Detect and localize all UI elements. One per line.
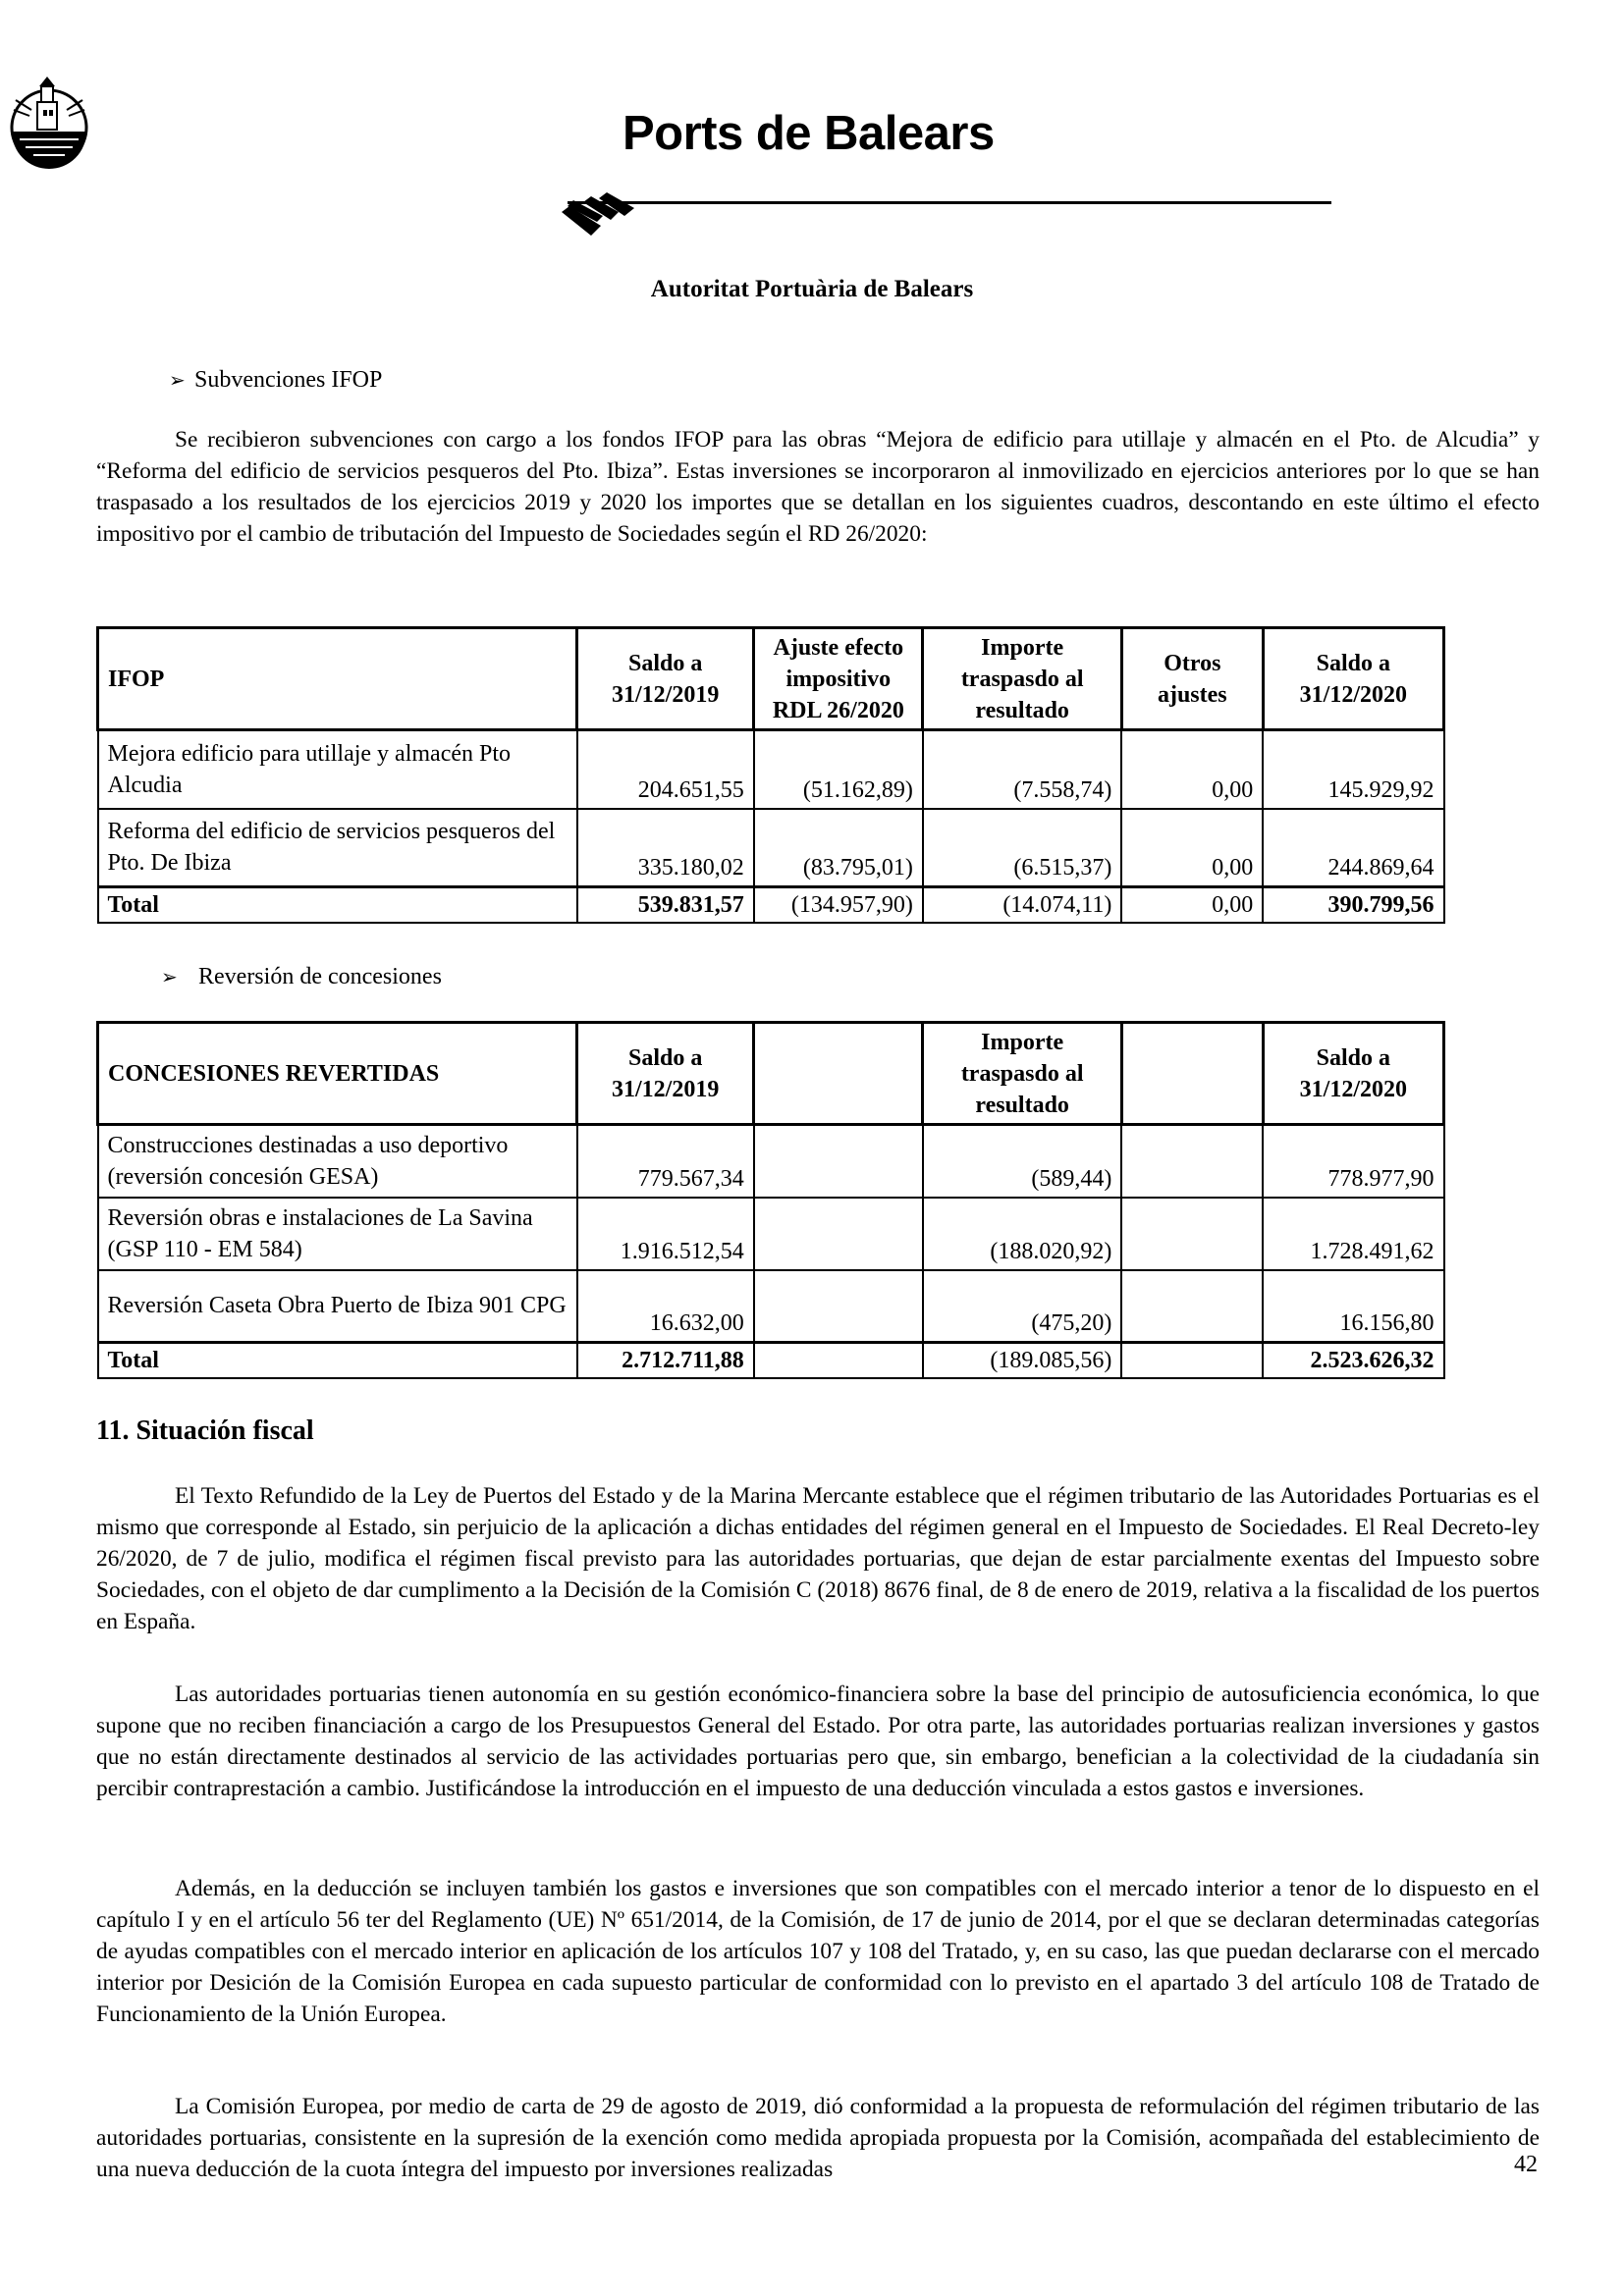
cell-value: (83.795,01): [754, 809, 923, 887]
row-label: Reforma del edificio de servicios pesqueros del Pto. De Ibiza: [98, 809, 577, 887]
cell-value: 1.728.491,62: [1263, 1198, 1443, 1270]
header-cell: [754, 1023, 923, 1125]
cell-value: (7.558,74): [923, 730, 1122, 809]
total-value: (134.957,90): [754, 887, 923, 924]
row-label: Mejora edificio para utillaje y almacén Pto Alcudia: [98, 730, 577, 809]
total-value: 539.831,57: [577, 887, 754, 924]
fiscal-paragraph: Además, en la deducción se incluyen también los gastos e inversiones que son compatibles con el mercado interior a tenor de lo dispuesto en el capítulo I y en el artículo 56 ter del Reglamento (UE) Nº 651/2014, de la Comisión, de 17 de junio de 2014, por el que se declaran determinadas categorías de ayudas compatibles con el mercado interior en aplicación de los artículos 107 y 108 del Tratado, y, en su caso, las que puedan declararse con el mercado interior por Desición de la Comisión Europea en cada supuesto particular de conformidad con lo previsto en el apartado 3 del artículo 108 de Tratado de Funcionamiento de la Unión Europea.: [96, 1876, 1540, 2027]
ifop-table: [96, 626, 1445, 924]
cell-value: (6.515,37): [923, 809, 1122, 887]
total-value: [1121, 1343, 1263, 1379]
cell-value: [754, 1198, 923, 1270]
table-header-row: [98, 628, 1444, 730]
cell-value: 16.632,00: [577, 1270, 754, 1343]
fiscal-paragraph-1-block: [96, 1480, 1540, 1637]
header-cell: IFOP: [98, 628, 577, 730]
header-rule: [568, 201, 1331, 204]
cell-value: 779.567,34: [577, 1125, 754, 1198]
fiscal-paragraph: El Texto Refundido de la Ley de Puertos del Estado y de la Marina Mercante establece que el régimen tributario de las Autoridades Portuarias es el mismo que corresponde al Estado, sin perjuicio de la aplicación a dichas entidades del régimen general en el Impuesto de Sociedades. El Real Decreto-ley 26/2020, de 7 de julio, modifica el régimen fiscal previsto para las autoridades portuarias, que dejan de estar parcialmente exentas del Impuesto sobre Sociedades, con el objeto de dar cumplimento a la Decisión de la Comisión C (2018) 8676 final, de 8 de enero de 2019, relativa a la fiscalidad de los puertos en España.: [96, 1483, 1540, 1634]
fiscal-paragraph-2-block: [96, 1679, 1540, 1804]
cell-value: 778.977,90: [1263, 1125, 1443, 1198]
header-cell: Saldo a 31/12/2020: [1263, 1023, 1443, 1125]
ifop-paragraph: Se recibieron subvenciones con cargo a los fondos IFOP para las obras “Mejora de edificio para utillaje y almacén en el Pto. de Alcudia” y “Reforma del edificio de servicios pesqueros del Pto. Ibiza”. Estas inversiones se incorporaron al inmovilizado en ejercicios anteriores por lo que se han traspasado a los resultados de los ejercicios 2019 y 2020 los importes que se detallan en los siguientes cuadros, descontando en este último el efecto impositivo por el cambio de tributación del Impuesto de Sociedades según el RD 26/2020:: [96, 427, 1540, 547]
fiscal-paragraph-4-block: [96, 2091, 1540, 2185]
lighthouse-logo-icon: [8, 71, 90, 169]
arrow-bullet-icon: ➢: [169, 368, 186, 392]
table-row: [98, 730, 1444, 809]
bullet-subvenciones-ifop: [169, 365, 382, 395]
cell-value: [754, 1270, 923, 1343]
brand-title: Ports de Balears: [623, 107, 995, 160]
cell-value: [1121, 1125, 1263, 1198]
bullet-label: Subvenciones IFOP: [194, 367, 383, 393]
cell-value: 335.180,02: [577, 809, 754, 887]
header-cell: [1121, 1023, 1263, 1125]
arrow-bullet-icon: ➢: [161, 965, 178, 988]
page-number: 42: [1514, 2152, 1538, 2177]
cell-value: [1121, 1270, 1263, 1343]
cell-value: (51.162,89): [754, 730, 923, 809]
row-label: Reversión obras e instalaciones de La Savina (GSP 110 - EM 584): [98, 1198, 577, 1270]
total-value: 2.523.626,32: [1263, 1343, 1443, 1379]
cell-value: 1.916.512,54: [577, 1198, 754, 1270]
concesiones-table: [96, 1021, 1445, 1379]
header-cell: Importe traspasdo al resultado: [923, 628, 1122, 730]
total-label: Total: [98, 887, 577, 924]
total-value: 390.799,56: [1263, 887, 1443, 924]
cell-value: (475,20): [923, 1270, 1122, 1343]
authority-name: Autoritat Portuària de Balears: [650, 276, 974, 302]
total-value: 0,00: [1121, 887, 1263, 924]
total-value: [754, 1343, 923, 1379]
header-cell: Saldo a 31/12/2020: [1263, 628, 1443, 730]
table-header-row: [98, 1023, 1444, 1125]
fiscal-paragraph: Las autoridades portuarias tienen autonomía en su gestión económico-financiera sobre la base del principio de autosuficiencia económica, lo que supone que no reciben financiación a cargo de los Presupuestos General del Estado. Por otra parte, las autoridades portuarias realizan inversiones y gastos que no están directamente destinados al servicio de las actividades portuarias pero que, sin embargo, benefician a la colectividad de la ciudadanía sin percibir contraprestación a cambio. Justificándose la introducción en el impuesto de una deducción vinculada a estos gastos e inversiones.: [96, 1682, 1540, 1801]
total-row: [98, 1343, 1444, 1379]
row-label: Construcciones destinadas a uso deportivo (reversión concesión GESA): [98, 1125, 577, 1198]
section-title: 11. Situación fiscal: [96, 1415, 314, 1446]
table-row: [98, 1198, 1444, 1270]
row-label: Reversión Caseta Obra Puerto de Ibiza 901 CPG: [98, 1270, 577, 1343]
total-value: (189.085,56): [923, 1343, 1122, 1379]
fiscal-paragraph-3-block: [96, 1873, 1540, 2030]
table-row: [98, 1125, 1444, 1198]
cell-value: 16.156,80: [1263, 1270, 1443, 1343]
fiscal-paragraph: La Comisión Europea, por medio de carta de 29 de agosto de 2019, dió conformidad a la propuesta de reformulación del régimen tributario de las autoridades portuarias, consistente en la supresión de la exención como medida apropiada propuesta por la Comisión, acompañada del establecimiento de una nueva deducción de la cuota íntegra del impuesto por inversiones realizadas: [96, 2094, 1540, 2182]
cell-value: [754, 1125, 923, 1198]
header-cell: Importe traspasdo al resultado: [923, 1023, 1122, 1125]
cell-value: (589,44): [923, 1125, 1122, 1198]
cell-value: (188.020,92): [923, 1198, 1122, 1270]
header-cell: Saldo a 31/12/2019: [577, 1023, 754, 1125]
header-cell: CONCESIONES REVERTIDAS: [98, 1023, 577, 1125]
cell-value: 204.651,55: [577, 730, 754, 809]
table-row: [98, 1270, 1444, 1343]
total-row: [98, 887, 1444, 924]
wave-logo-icon: [562, 192, 670, 241]
total-value: 2.712.711,88: [577, 1343, 754, 1379]
cell-value: [1121, 1198, 1263, 1270]
cell-value: 145.929,92: [1263, 730, 1443, 809]
bullet-label: Reversión de concesiones: [198, 964, 442, 989]
header-cell: Otros ajustes: [1121, 628, 1263, 730]
table-row: [98, 809, 1444, 887]
cell-value: 0,00: [1121, 730, 1263, 809]
ifop-paragraph-block: [96, 424, 1540, 550]
cell-value: 0,00: [1121, 809, 1263, 887]
cell-value: 244.869,64: [1263, 809, 1443, 887]
bullet-reversion-concesiones: [161, 962, 442, 991]
total-label: Total: [98, 1343, 577, 1379]
header-cell: Ajuste efecto impositivo RDL 26/2020: [754, 628, 923, 730]
header-cell: Saldo a 31/12/2019: [577, 628, 754, 730]
total-value: (14.074,11): [923, 887, 1122, 924]
